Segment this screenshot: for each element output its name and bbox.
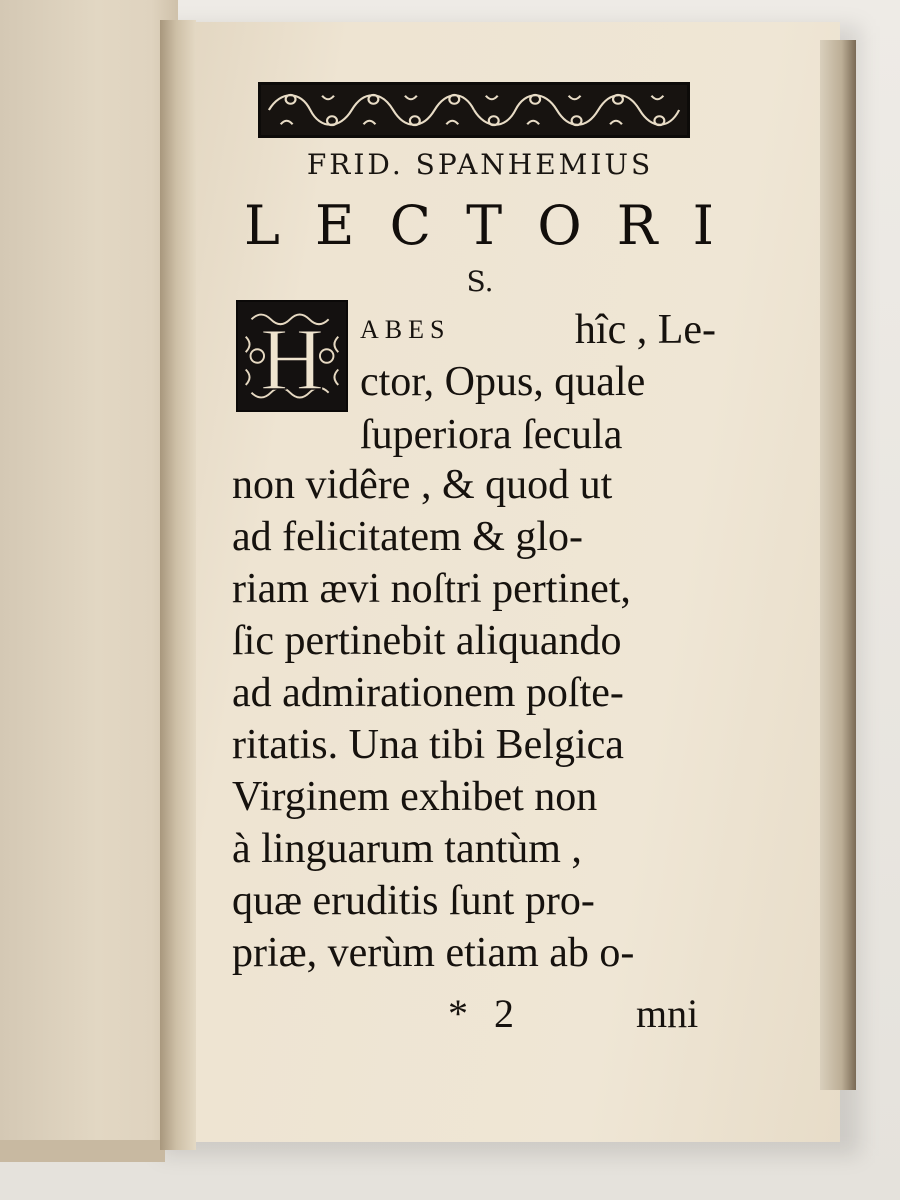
book-gutter (160, 20, 196, 1150)
left-page-edge (0, 1140, 165, 1162)
decorated-initial-h (236, 300, 348, 412)
initial-letter: H (259, 310, 325, 409)
left-page (0, 0, 178, 1150)
title-lectori (244, 195, 714, 257)
catchword: mni (636, 991, 699, 1036)
text-line-8: ad admirationem poſte- (232, 670, 624, 716)
headpiece-ornament (258, 82, 690, 138)
text-line-6: riam ævi noſtri pertinet, (232, 566, 631, 612)
running-head: FRID. SPANHEMIUS (306, 148, 654, 181)
title-letter: T (466, 194, 503, 257)
text-line-4: non vidêre , & quod ut (232, 462, 613, 508)
text-line-7: ſic pertinebit aliquando (232, 618, 622, 664)
title-letter: C (389, 194, 431, 257)
title-salutem: S. (466, 265, 494, 298)
title-letter: I (692, 194, 714, 257)
page-fore-edge (820, 40, 856, 1090)
signature-mark: * 2 (448, 991, 522, 1036)
text-line-10: Virginem exhibet non (232, 774, 598, 820)
title-letter: O (537, 194, 582, 257)
line-rest: hîc , Le- (574, 307, 716, 353)
text-line-3: ſuperiora ſecula (360, 412, 623, 458)
text-line-11: à linguarum tantùm , (232, 826, 582, 872)
smallcaps-word: ABES (360, 315, 451, 344)
text-line-1 (360, 305, 716, 355)
text-line-2: ctor, Opus, quale (360, 359, 646, 405)
text-line-12: quæ eruditis ſunt pro- (232, 878, 595, 924)
title-letter: E (315, 194, 355, 257)
text-line-5: ad felicitatem & glo- (232, 514, 584, 560)
text-line-9: ritatis. Una tibi Belgica (232, 722, 624, 768)
title-letter: L (244, 194, 280, 257)
title-letter: R (616, 194, 658, 257)
text-line-13: priæ, verùm etiam ab o- (232, 930, 635, 976)
